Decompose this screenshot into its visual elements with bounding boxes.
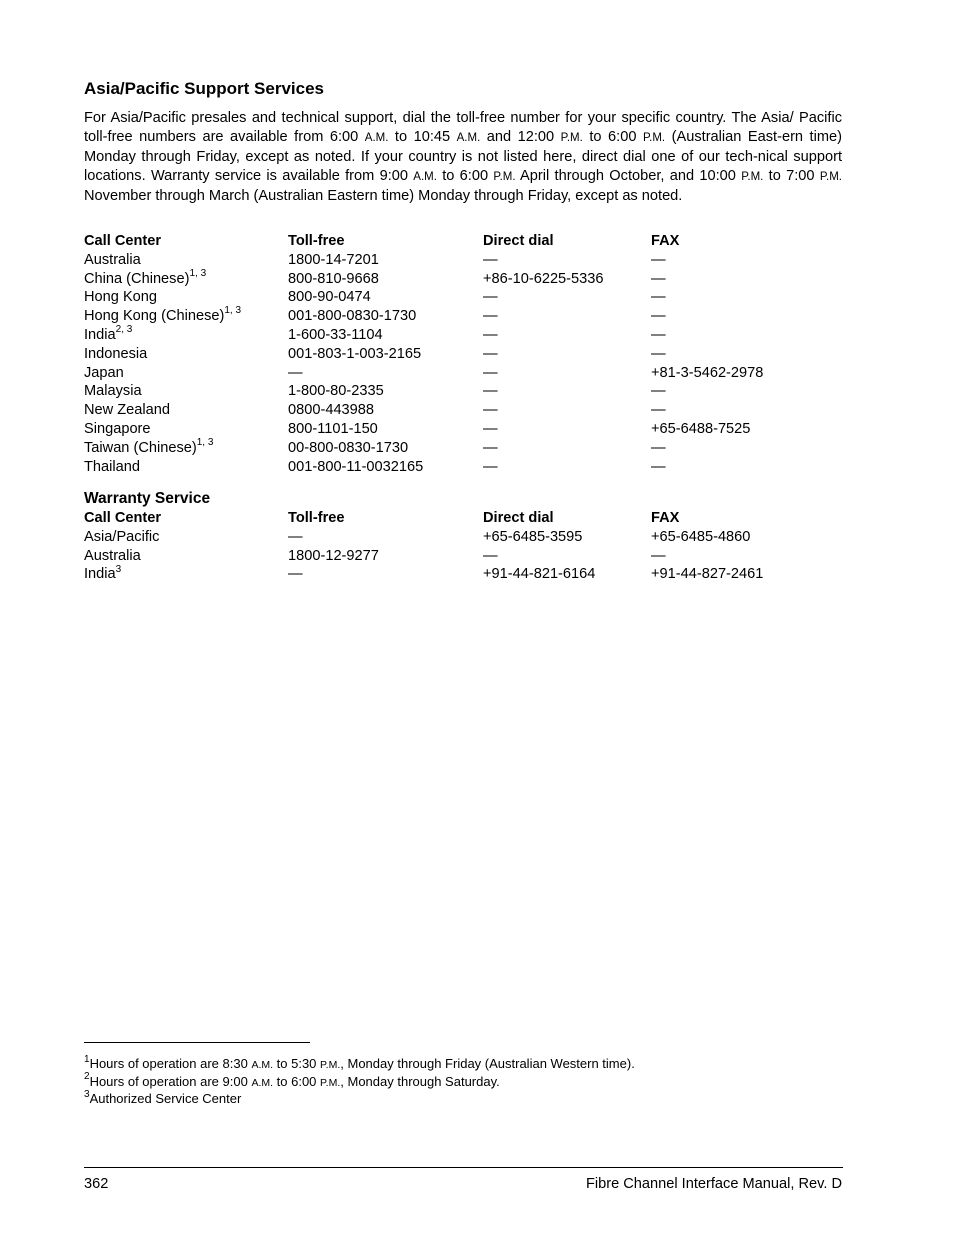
footnote-ref: 1, 3: [189, 267, 207, 279]
cell-direct-dial: —: [483, 364, 498, 381]
cell-call-center: Singapore: [84, 420, 151, 437]
cell-direct-dial: —: [483, 439, 498, 456]
header-direct-dial: Direct dial: [483, 233, 554, 249]
cell-fax: —: [651, 383, 666, 400]
cell-call-center: Hong Kong (Chinese)$^{1, 3}$: [84, 305, 242, 325]
footnotes: [84, 1055, 635, 1108]
cell-toll-free: —: [288, 528, 303, 545]
table-row: [84, 401, 844, 420]
cell-toll-free: 001-800-0830-1730: [288, 308, 417, 325]
cell-fax: —: [651, 251, 666, 268]
cell-call-center: China (Chinese)$^{1, 3}$: [84, 267, 207, 287]
table-row: [84, 565, 844, 584]
cell-direct-dial: +86-10-6225-5336: [483, 270, 604, 287]
footnote-divider: [84, 1042, 310, 1043]
cell-call-center: New Zealand: [84, 402, 170, 419]
cell-toll-free: 800-90-0474: [288, 289, 371, 306]
header-call-center: Call Center: [84, 510, 162, 526]
intro-paragraph: For Asia/Pacific presales and technical support, dial the toll-free number for your specific country. The Asia/ Pacific toll-free numbers are available from 6:00 A.M. to 10:45 A.M. and 12:00 P.M. to 6:00 P.M. (Australian East-ern time) Monday through Friday, except as noted. If your country is not listed here, direct dial one of our tech-nical support locations. Warranty service is available from 9:00 A.M. to 6:00 P.M. April through October, and 10:00 P.M. to 7:00 P.M. November through March (Australian Eastern time) Monday through Friday, except as noted.: [84, 110, 843, 205]
cell-fax: +91-44-827-2461: [651, 566, 764, 583]
section-title: Asia/Pacific Support Services: [84, 79, 324, 98]
cell-toll-free: 800-810-9668: [288, 270, 379, 287]
cell-fax: +65-6485-4860: [651, 528, 751, 545]
cell-fax: +65-6488-7525: [651, 420, 751, 437]
cell-fax: —: [651, 289, 666, 306]
cell-direct-dial: —: [483, 383, 498, 400]
header-direct-dial: Direct dial: [483, 510, 554, 526]
cell-fax: —: [651, 439, 666, 456]
cell-toll-free: 001-803-1-003-2165: [288, 345, 422, 362]
cell-call-center: Hong Kong: [84, 289, 158, 306]
cell-direct-dial: —: [483, 458, 498, 475]
cell-call-center: Asia/Pacific: [84, 528, 160, 545]
cell-toll-free: 800-1101-150: [288, 420, 378, 437]
footnote-ref: 2, 3: [115, 324, 133, 336]
cell-direct-dial: —: [483, 289, 498, 306]
table-row: [84, 288, 844, 307]
table-row: [84, 251, 844, 270]
cell-direct-dial: —: [483, 251, 498, 268]
footnote-2: $^2$Hours of operation are 9:00 A.M. to 6:00 P.M., Monday through Saturday.: [84, 1071, 500, 1089]
header-fax: FAX: [651, 233, 680, 249]
cell-fax: —: [651, 308, 666, 325]
cell-toll-free: —: [288, 566, 303, 583]
footnote-1: $^1$Hours of operation are 8:30 A.M. to 5:30 P.M., Monday through Friday (Australian Western time).: [84, 1053, 635, 1071]
table-header-row: [84, 509, 844, 528]
table-row: [84, 345, 844, 364]
footnote-ref: 3: [115, 563, 122, 575]
header-toll-free: Toll-free: [288, 510, 345, 526]
cell-toll-free: 1800-12-9277: [288, 547, 379, 564]
cell-call-center: India$^3$: [84, 563, 122, 583]
footnote-ref: 1, 3: [196, 436, 214, 448]
cell-toll-free: 1-800-80-2335: [288, 383, 384, 400]
cell-direct-dial: +91-44-821-6164: [483, 566, 596, 583]
table-row: [84, 420, 844, 439]
cell-call-center: India$^{2, 3}$: [84, 324, 133, 343]
header-toll-free: Toll-free: [288, 233, 345, 249]
cell-call-center: Taiwan (Chinese)$^{1, 3}$: [84, 436, 214, 456]
cell-fax: —: [651, 345, 666, 362]
cell-call-center: Australia: [84, 547, 141, 564]
cell-direct-dial: +65-6485-3595: [483, 528, 583, 545]
support-table: [84, 232, 844, 476]
cell-toll-free: 1800-14-7201: [288, 251, 379, 268]
cell-fax: —: [651, 402, 666, 419]
cell-direct-dial: —: [483, 308, 498, 325]
table-row: [84, 364, 844, 383]
table-row: [84, 267, 844, 289]
table-header-row: [84, 232, 844, 251]
cell-fax: —: [651, 547, 666, 564]
cell-toll-free: —: [288, 364, 303, 381]
cell-call-center: Australia: [84, 251, 141, 268]
cell-toll-free: 001-800-11-0032165: [288, 458, 424, 475]
warranty-title: Warranty Service: [84, 490, 211, 507]
footnote-ref: 1, 3: [224, 305, 242, 317]
footnote-3: $^3$Authorized Service Center: [84, 1088, 242, 1107]
cell-fax: +81-3-5462-2978: [651, 364, 764, 381]
cell-direct-dial: —: [483, 345, 498, 362]
header-call-center: Call Center: [84, 233, 162, 249]
table-row: [84, 326, 844, 345]
cell-direct-dial: —: [483, 420, 498, 437]
cell-call-center: Japan: [84, 364, 124, 381]
header-fax: FAX: [651, 510, 680, 526]
cell-toll-free: 00-800-0830-1730: [288, 439, 409, 456]
cell-toll-free: 0800-443988: [288, 402, 375, 419]
cell-direct-dial: —: [483, 547, 498, 564]
cell-call-center: Malaysia: [84, 383, 142, 400]
page-number: 362: [84, 1176, 109, 1192]
cell-direct-dial: —: [483, 402, 498, 419]
warranty-table: [84, 509, 844, 584]
cell-fax: —: [651, 270, 666, 287]
table-row: [84, 547, 844, 566]
cell-toll-free: 1-600-33-1104: [288, 326, 383, 343]
table-row: [84, 436, 844, 458]
cell-fax: —: [651, 326, 666, 343]
table-row: [84, 382, 844, 401]
cell-call-center: Thailand: [84, 458, 140, 475]
table-row: [84, 528, 844, 547]
table-row: [84, 307, 844, 326]
footer-divider: [84, 1167, 843, 1168]
manual-title: Fibre Channel Interface Manual, Rev. D: [585, 1176, 842, 1192]
cell-call-center: Indonesia: [84, 345, 148, 362]
cell-direct-dial: —: [483, 326, 498, 343]
table-row: [84, 458, 844, 477]
cell-fax: —: [651, 458, 666, 475]
